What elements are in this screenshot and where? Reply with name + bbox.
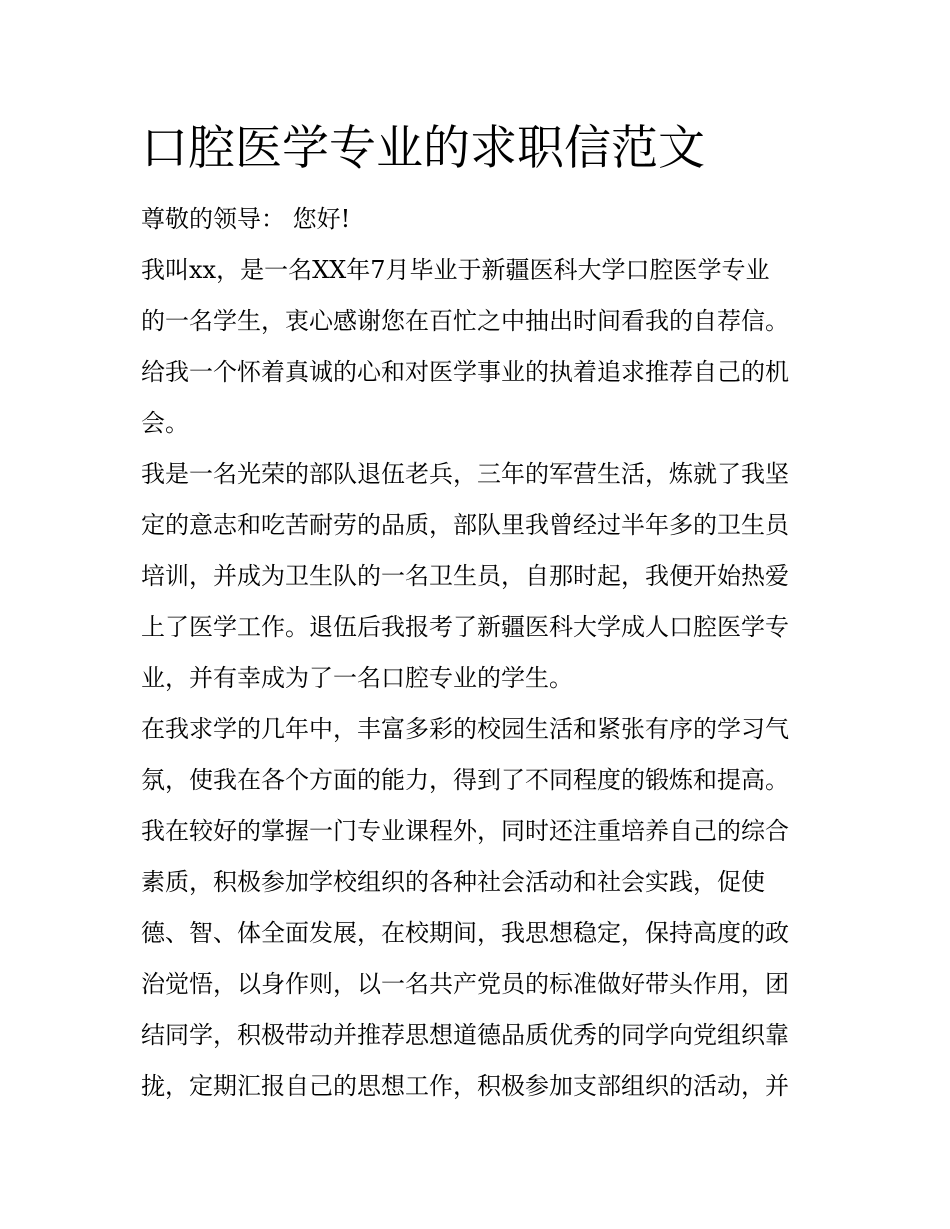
text-line: 业，并有幸成为了一名口腔专业的学生。 — [141, 664, 573, 692]
text-line: 治觉悟，以身作则，以一名共产党员的标准做好带头作用，团 — [141, 970, 789, 998]
text-line: 我在较好的掌握一门专业课程外，同时还注重培养自己的综合 — [141, 817, 789, 845]
text-line: 素质，积极参加学校组织的各种社会活动和社会实践，促使 — [141, 868, 765, 896]
text-line: 定的意志和吃苦耐劳的品质，部队里我曾经过半年多的卫生员 — [141, 511, 789, 539]
text-line: 给我一个怀着真诚的心和对医学事业的执着追求推荐自己的机 — [141, 358, 789, 386]
text-line: 拢，定期汇报自己的思想工作，积极参加支部组织的活动，并 — [141, 1072, 789, 1100]
text-line: 我是一名光荣的部队退伍老兵，三年的军营生活，炼就了我坚 — [141, 460, 789, 488]
text-line: 在我求学的几年中，丰富多彩的校园生活和紧张有序的学习气 — [141, 715, 789, 743]
document-content — [141, 118, 811, 1112]
text-line: 结同学，积极带动并推荐思想道德品质优秀的同学向党组织靠 — [141, 1021, 789, 1049]
text-line: 德、智、体全面发展，在校期间，我思想稳定，保持高度的政 — [141, 919, 789, 947]
text-line: 尊敬的领导： 您好! — [141, 205, 351, 233]
text-line: 氛，使我在各个方面的能力，得到了不同程度的锻炼和提高。 — [141, 766, 789, 794]
text-line: 我叫xx，是一名XX年7月毕业于新疆医科大学口腔医学专业 — [141, 256, 770, 284]
text-line: 会。 — [141, 409, 189, 437]
text-line: 上了医学工作。退伍后我报考了新疆医科大学成人口腔医学专 — [141, 613, 789, 641]
document-body — [141, 194, 811, 1112]
text-line: 的一名学生，衷心感谢您在百忙之中抽出时间看我的自荐信。 — [141, 307, 789, 335]
text-line: 培训，并成为卫生队的一名卫生员，自那时起，我便开始热爱 — [141, 562, 789, 590]
document-title: 口腔医学专业的求职信范文 — [141, 121, 705, 176]
